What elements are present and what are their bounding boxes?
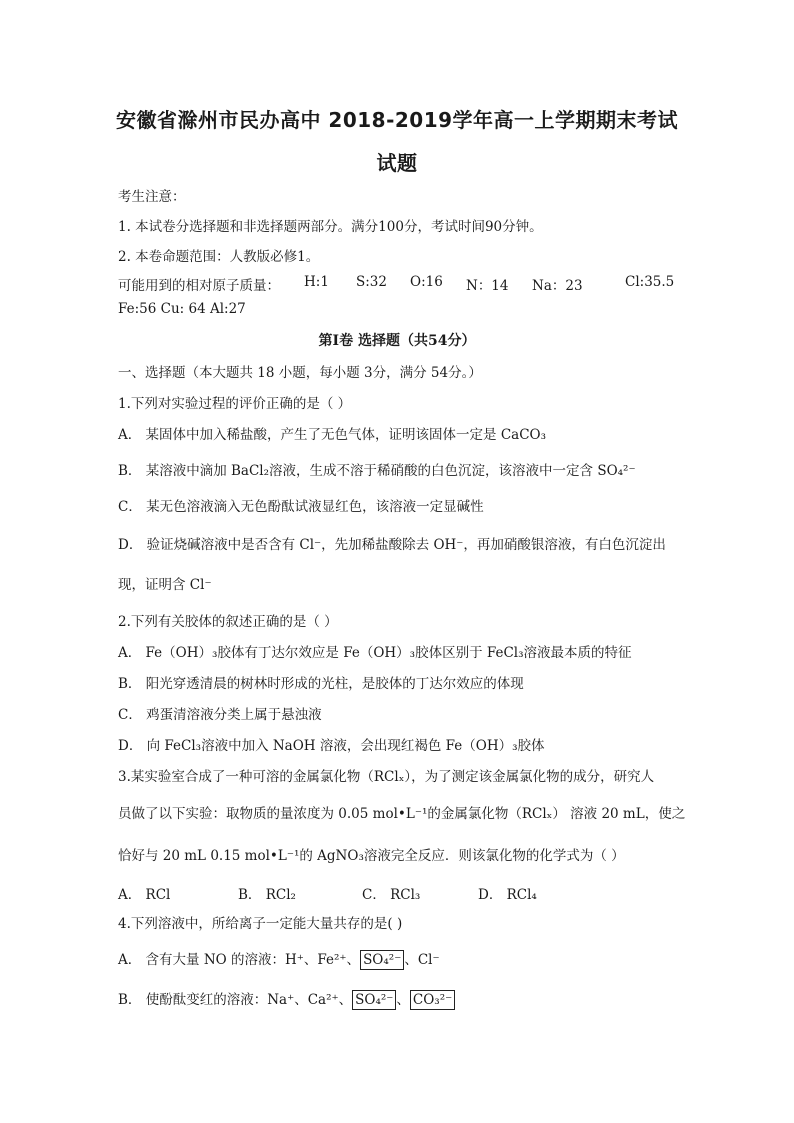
q1-option-d-line1: D． 验证烧碱溶液中是否含有 Cl⁻，先加稀盐酸除去 OH⁻，再加硝酸银溶液，有白色沉淀出 bbox=[118, 537, 666, 553]
q3-option-d: D． RCl₄ bbox=[478, 887, 537, 903]
mass-s: S:32 bbox=[356, 274, 387, 290]
mass-h: H:1 bbox=[304, 274, 329, 290]
mass-n: N：14 bbox=[466, 278, 509, 294]
q4-stem: 4.下列溶液中，所给离子一定能大量共存的是( ) bbox=[118, 916, 403, 932]
q1-option-a: A． 某固体中加入稀盐酸，产生了无色气体，证明该固体一定是 CaCO₃ bbox=[118, 427, 547, 443]
q3-line3: 恰好与 20 mL 0.15 mol•L⁻¹的 AgNO₃溶液完全反应．则该氯化物的化学式为（ ） bbox=[118, 848, 625, 864]
q3-line2: 员做了以下实验：取物质的量浓度为 0.05 mol•L⁻¹的金属氯化物（RClₓ） 溶液 20 mL，使之 bbox=[118, 806, 686, 822]
q2-option-a: A． Fe（OH）₃胶体有丁达尔效应是 Fe（OH）₃胶体区别于 FeCl₃溶液最本质的特征 bbox=[118, 645, 632, 661]
q4-option-a bbox=[118, 950, 698, 970]
q1-option-d-line2: 现，证明含 Cl⁻ bbox=[118, 577, 212, 593]
q4-option-b-text: B． 使酚酞变红的溶液：Na⁺、Ca²⁺、 bbox=[118, 992, 353, 1008]
q3-option-c: C． RCl₃ bbox=[362, 887, 421, 903]
q4-option-b-boxed-ion-2: CO₃²⁻ bbox=[410, 990, 455, 1010]
q4-option-b-boxed-ion-1: SO₄²⁻ bbox=[352, 990, 396, 1010]
q3-option-b: B． RCl₂ bbox=[238, 887, 296, 903]
q4-option-a-tail: 、Cl⁻ bbox=[404, 952, 440, 968]
q3-line1: 3.某实验室合成了一种可溶的金属氯化物（RClₓ），为了测定该金属氯化物的成分，研究人 bbox=[118, 769, 655, 785]
mass-cl: Cl:35.5 bbox=[625, 274, 675, 290]
q2-option-d: D． 向 FeCl₃溶液中加入 NaOH 溶液，会出现红褐色 Fe（OH）₃胶体 bbox=[118, 738, 545, 754]
note-2: 2. 本卷命题范围：人教版必修1。 bbox=[118, 249, 320, 265]
mass-na: Na：23 bbox=[532, 278, 583, 294]
q1-stem: 1.下列对实验过程的评价正确的是（ ） bbox=[118, 396, 352, 412]
q3-options bbox=[118, 883, 678, 901]
q4-option-b-sep: 、 bbox=[396, 992, 410, 1008]
q1-option-b: B． 某溶液中滴加 BaCl₂溶液，生成不溶于稀硝酸的白色沉淀，该溶液中一定含 SO₄²⁻ bbox=[118, 463, 636, 479]
atomic-mass-row bbox=[118, 274, 678, 292]
section-title: 第I卷 选择题（共54分） bbox=[318, 333, 476, 349]
exam-title-line2: 试题 bbox=[376, 151, 418, 175]
q2-option-b: B． 阳光穿透清晨的树林时形成的光柱，是胶体的丁达尔效应的体现 bbox=[118, 676, 524, 692]
atomic-mass-label: 可能用到的相对原子质量： bbox=[118, 278, 280, 294]
exam-title-line1: 安徽省滁州市民办高中 2018-2019学年高一上学期期末考试 bbox=[115, 108, 679, 132]
q1-option-c: C． 某无色溶液滴入无色酚酞试液显红色，该溶液一定显碱性 bbox=[118, 499, 484, 515]
q2-option-c: C． 鸡蛋清溶液分类上属于悬浊液 bbox=[118, 707, 322, 723]
q4-option-a-text: A． 含有大量 NO 的溶液：H⁺、Fe²⁺、 bbox=[118, 952, 361, 968]
mass-o: O:16 bbox=[410, 274, 443, 290]
q3-option-a: A． RCl bbox=[118, 887, 171, 903]
notes-heading: 考生注意： bbox=[118, 189, 186, 205]
part1-intro: 一、选择题（本大题共 18 小题，每小题 3分，满分 54分。） bbox=[118, 365, 482, 381]
note-1: 1. 本试卷分选择题和非选择题两部分。满分100分，考试时间90分钟。 bbox=[118, 219, 543, 235]
q4-option-b bbox=[118, 990, 698, 1010]
q4-option-a-boxed-ion: SO₄²⁻ bbox=[360, 950, 404, 970]
q2-stem: 2.下列有关胶体的叙述正确的是（ ） bbox=[118, 614, 338, 630]
atomic-mass-row-2: Fe:56 Cu: 64 Al:27 bbox=[118, 301, 246, 317]
